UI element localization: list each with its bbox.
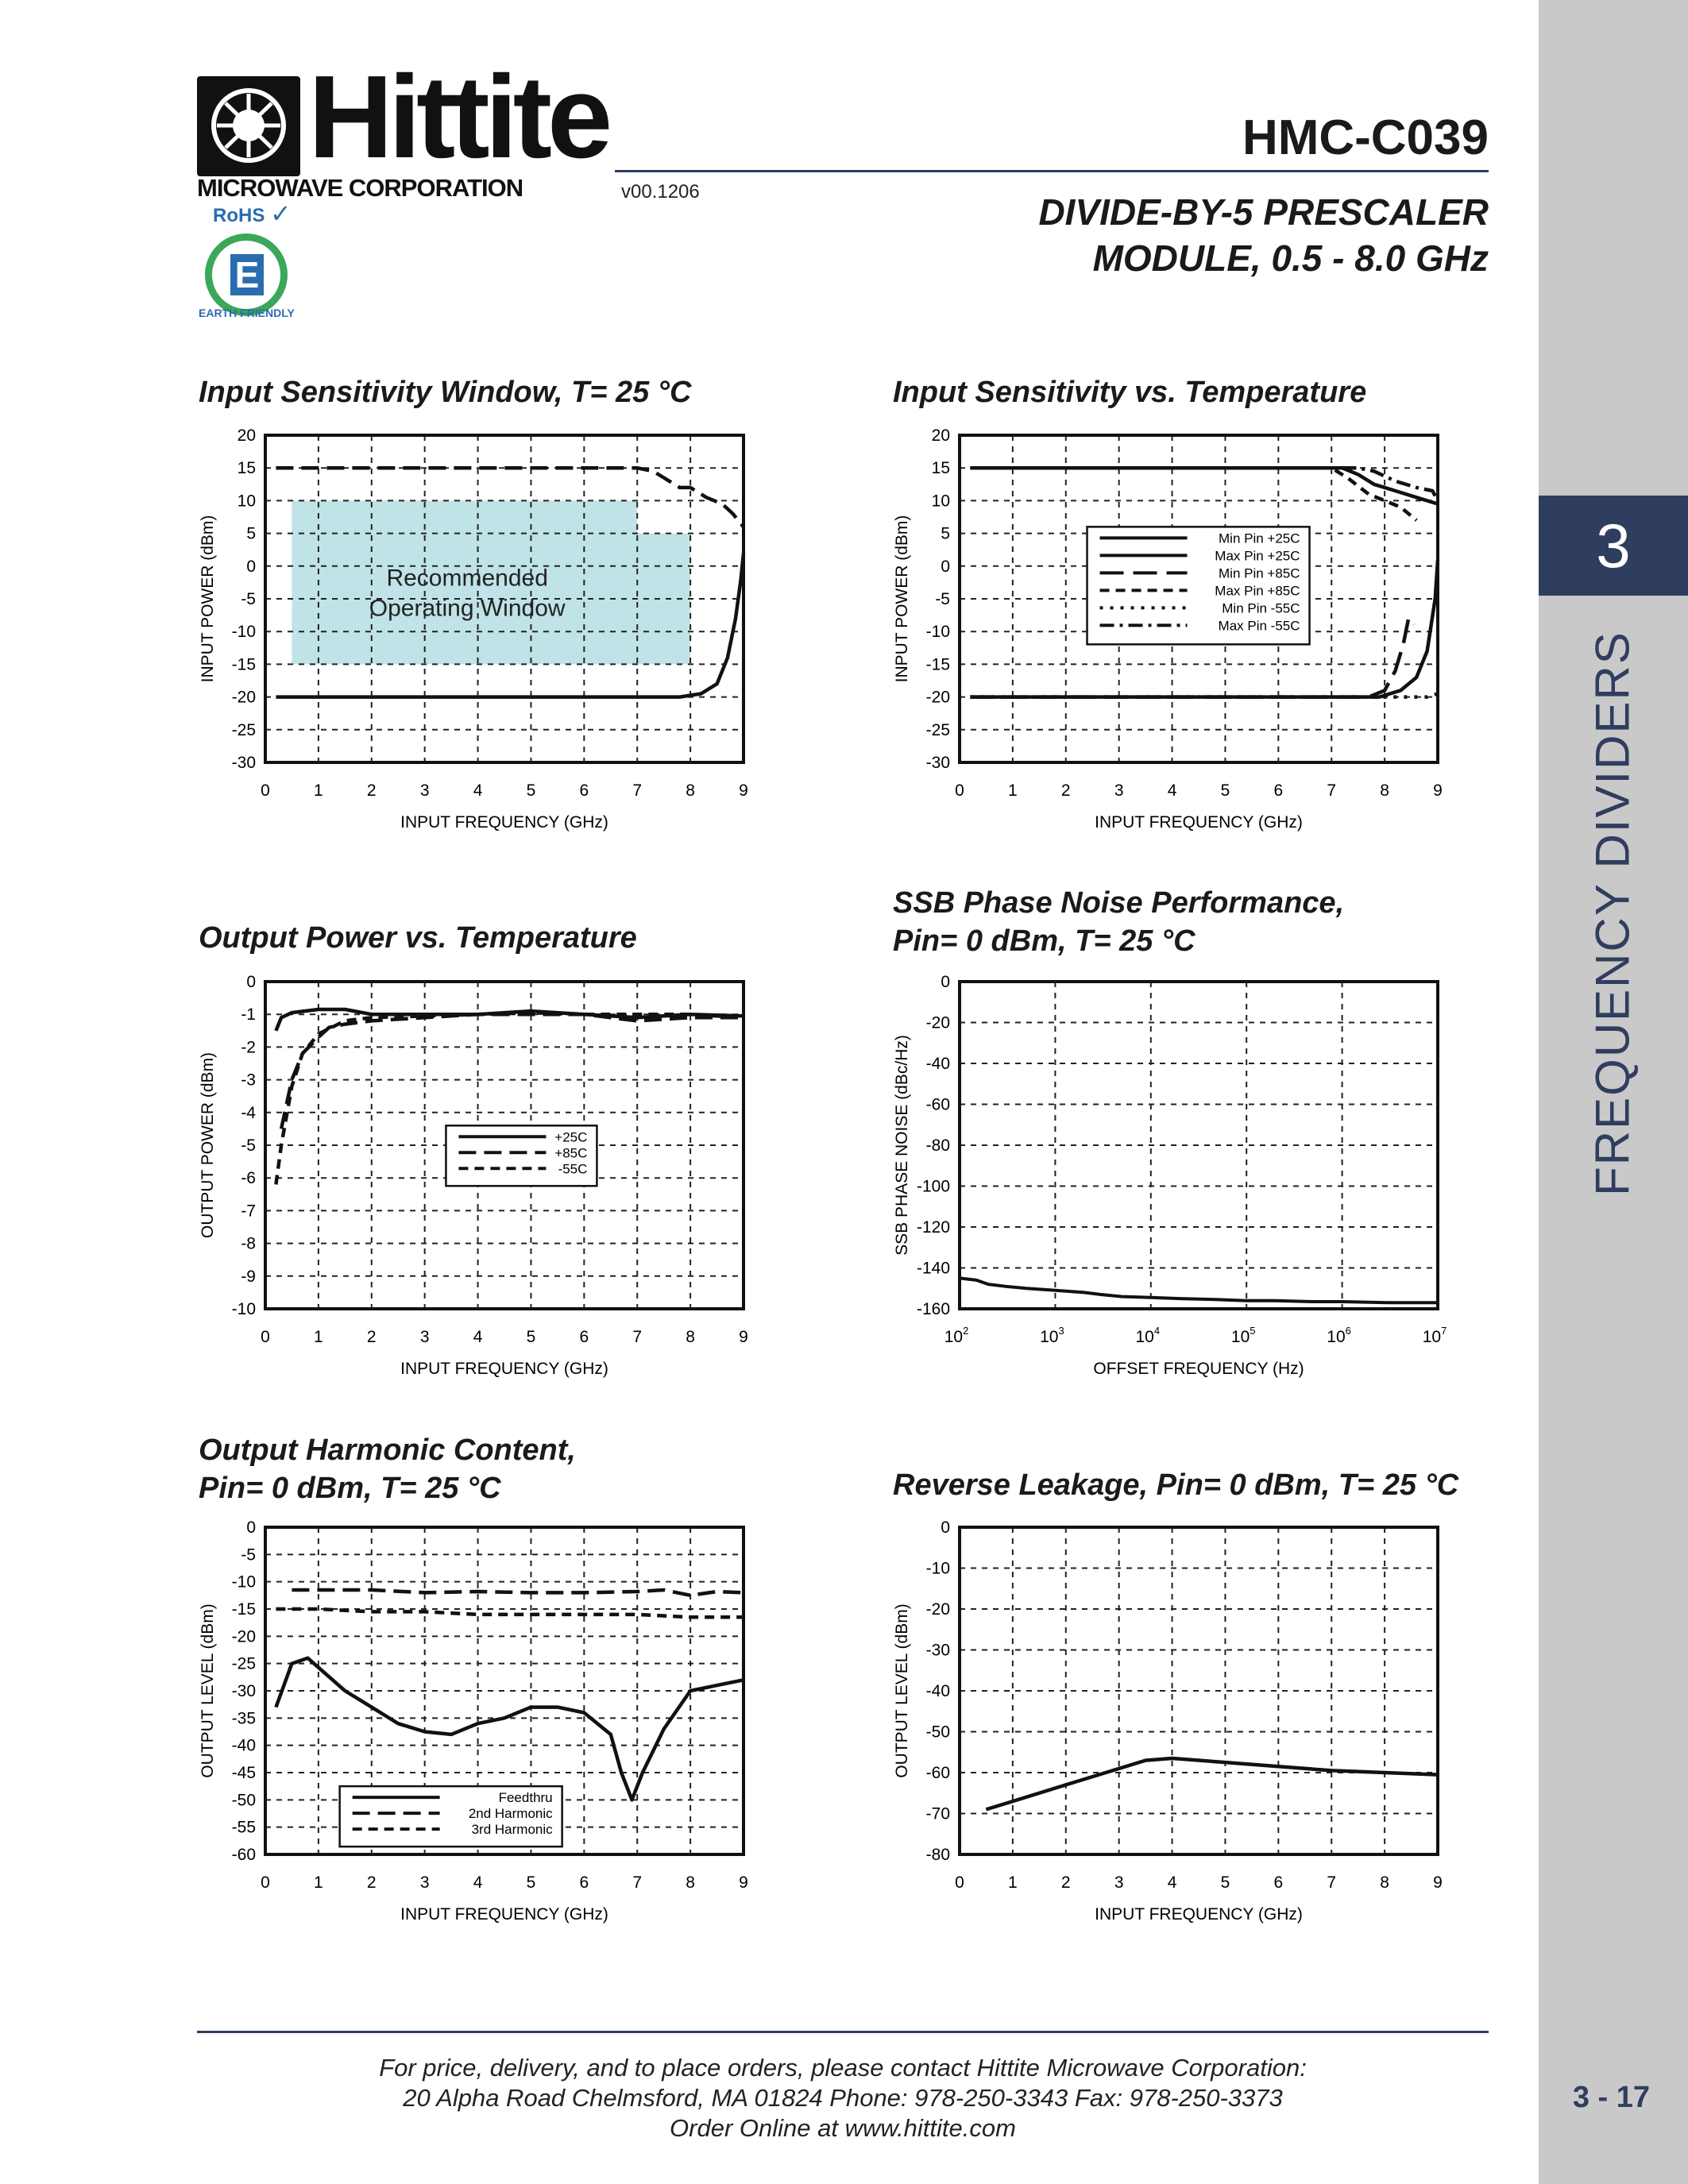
y-tick-label: -5 (241, 1545, 256, 1565)
x-tick-label: 4 (1167, 1873, 1177, 1892)
series-line-2 (970, 468, 1438, 504)
chart-reverse-leakage (885, 1513, 1457, 1926)
y-tick-label: -20 (925, 1600, 950, 1619)
x-tick-label: 4 (473, 781, 483, 800)
legend-label: Max Pin +25C (1215, 548, 1300, 564)
x-tick-label: 9 (739, 781, 748, 800)
y-tick-label: -30 (231, 754, 256, 772)
chart-title-line: SSB Phase Noise Performance, (893, 886, 1345, 920)
rohs-label: RoHS (213, 205, 265, 226)
x-tick-label: 3 (419, 1873, 430, 1892)
x-tick-label: 1 (314, 1873, 323, 1892)
y-tick-label: 0 (941, 973, 950, 991)
y-tick-label: 0 (246, 973, 256, 991)
footer-contact-line: For price, delivery, and to place orders, please contact Hittite Microwave Corporation: (379, 2054, 1307, 2082)
x-tick-label: $10^2$ (944, 1325, 969, 1346)
y-tick-label: -25 (925, 720, 950, 739)
legend-label: 3rd Harmonic (471, 1822, 553, 1838)
chart-title-line: Input Sensitivity vs. Temperature (893, 376, 1367, 409)
x-axis-label: INPUT FREQUENCY (GHz) (400, 813, 608, 832)
x-tick-exponent: 5 (1250, 1325, 1256, 1337)
x-tick-exponent: 2 (963, 1325, 969, 1337)
x-tick-label: 1 (1008, 1873, 1018, 1892)
chart-title-line: Input Sensitivity Window, T= 25 °C (199, 376, 692, 409)
x-tick-label: 6 (1273, 781, 1284, 800)
rohs-badge (194, 199, 313, 324)
y-tick-label: -5 (241, 1136, 256, 1155)
legend-label: -55C (558, 1161, 588, 1177)
rohs-footer-label: EARTH FRIENDLY (199, 307, 295, 319)
y-tick-label: -5 (935, 590, 950, 608)
y-axis-label: OUTPUT POWER (dBm) (199, 1051, 217, 1239)
chart-title-input-sensitivity-window (199, 373, 691, 411)
logo-emblem-icon (197, 76, 300, 176)
x-tick-label: 7 (632, 1328, 643, 1346)
x-tick-label: 3 (419, 781, 430, 800)
x-tick-label: 6 (1273, 1873, 1284, 1892)
x-tick-label: 0 (261, 1873, 270, 1892)
chart-title-line: Pin= 0 dBm, T= 25 °C (199, 1472, 501, 1505)
x-tick-label: 0 (261, 781, 270, 800)
company-logo (197, 52, 608, 202)
x-tick-exponent: 4 (1153, 1325, 1161, 1337)
legend-label: +25C (554, 1129, 588, 1145)
x-tick-label: 8 (1380, 1873, 1389, 1892)
legend-label: Min Pin -55C (1222, 600, 1300, 616)
y-tick-label: -10 (925, 1559, 950, 1578)
legend-label: Feedthru (498, 1790, 553, 1806)
y-tick-label: 0 (941, 557, 950, 576)
y-tick-label: -1 (241, 1005, 256, 1024)
y-tick-label: -5 (241, 590, 256, 608)
y-tick-label: -8 (241, 1234, 256, 1253)
y-axis-label: OUTPUT LEVEL (dBm) (893, 1603, 911, 1778)
legend-label: Max Pin +85C (1215, 583, 1300, 599)
x-tick-label: 9 (739, 1328, 748, 1346)
x-tick-label: 7 (632, 1873, 643, 1892)
y-tick-label: -30 (925, 754, 950, 772)
x-tick-label: $10^4$ (1135, 1325, 1161, 1346)
part-number: HMC-C039 (1242, 110, 1489, 165)
chart-input-sensitivity-temperature (885, 421, 1457, 834)
chart-title-phase-noise (893, 884, 1344, 960)
chart-input-sensitivity-window (191, 421, 763, 834)
y-tick-label: -80 (925, 1136, 950, 1155)
y-tick-label: -15 (925, 655, 950, 674)
y-tick-label: 5 (246, 524, 256, 543)
series-line-3 (276, 1609, 744, 1617)
x-tick-label: 0 (261, 1328, 270, 1346)
x-tick-label: $10^5$ (1230, 1325, 1256, 1346)
x-tick-label: 4 (473, 1873, 483, 1892)
x-tick-label: 6 (579, 781, 589, 800)
y-tick-label: -10 (925, 623, 950, 642)
series-line-6 (970, 468, 1438, 500)
y-tick-label: -40 (925, 1682, 950, 1700)
x-tick-label: 5 (526, 1328, 536, 1346)
series-line-1 (960, 1278, 1438, 1302)
y-tick-label: -15 (231, 1600, 256, 1619)
x-tick-label: 6 (579, 1328, 589, 1346)
x-tick-label: 0 (955, 1873, 964, 1892)
y-tick-label: -9 (241, 1267, 256, 1286)
x-tick-label: 0 (955, 781, 964, 800)
logo-wordmark: Hittite (308, 52, 608, 183)
legend-label: Min Pin +25C (1219, 531, 1300, 546)
series-line-2 (281, 1014, 744, 1129)
x-tick-label: 8 (686, 1328, 695, 1346)
x-tick-label: 1 (314, 1328, 323, 1346)
y-tick-label: 15 (931, 459, 950, 478)
x-tick-label: 9 (1433, 781, 1443, 800)
footer-order-line[interactable]: Order Online at www.hittite.com (670, 2114, 1016, 2142)
y-axis-label: INPUT POWER (dBm) (893, 515, 911, 683)
x-tick-exponent: 6 (1345, 1325, 1351, 1337)
y-tick-label: -20 (231, 688, 256, 707)
x-axis-label: INPUT FREQUENCY (GHz) (400, 1360, 608, 1378)
section-label: FREQUENCY DIVIDERS (1586, 631, 1640, 1196)
y-tick-label: -10 (231, 1300, 256, 1318)
y-tick-label: 0 (246, 557, 256, 576)
x-tick-label: 8 (686, 1873, 695, 1892)
legend-label: Min Pin +85C (1219, 565, 1300, 581)
y-tick-label: 0 (941, 1518, 950, 1537)
y-axis-label: SSB PHASE NOISE (dBc/Hz) (893, 1035, 911, 1256)
y-tick-label: 10 (931, 492, 950, 511)
x-tick-label: 8 (1380, 781, 1389, 800)
x-tick-label: 5 (1220, 1873, 1230, 1892)
x-tick-label: 7 (1327, 1873, 1337, 1892)
y-tick-label: -20 (231, 1627, 256, 1646)
footer-divider (197, 2031, 1489, 2033)
x-tick-label: 5 (526, 781, 536, 800)
y-tick-label: -3 (241, 1071, 256, 1090)
y-tick-label: -20 (925, 688, 950, 707)
y-tick-label: 15 (237, 459, 256, 478)
x-tick-label: 3 (1114, 781, 1124, 800)
x-tick-label: 2 (366, 1328, 377, 1346)
chart-title-line: Output Power vs. Temperature (199, 921, 637, 955)
x-axis-label: INPUT FREQUENCY (GHz) (400, 1905, 608, 1924)
x-tick-label: 2 (1060, 781, 1071, 800)
series-line-1 (986, 1758, 1438, 1809)
logo-subtitle: MICROWAVE CORPORATION (197, 174, 523, 202)
x-tick-exponent: 7 (1441, 1325, 1447, 1337)
chart-title-reverse-leakage (893, 1466, 1458, 1504)
y-tick-label: -70 (925, 1804, 950, 1823)
header-divider (615, 170, 1489, 172)
x-tick-label: 9 (739, 1873, 748, 1892)
x-tick-exponent: 3 (1058, 1325, 1064, 1337)
y-tick-label: -60 (925, 1764, 950, 1782)
y-tick-label: -45 (231, 1764, 256, 1782)
chart-output-harmonic-content (191, 1513, 763, 1926)
chart-title-line: Pin= 0 dBm, T= 25 °C (893, 924, 1196, 958)
annotation-text: Operating Window (369, 595, 566, 622)
y-tick-label: -140 (916, 1259, 950, 1278)
x-tick-label: 7 (1327, 781, 1337, 800)
y-tick-label: 20 (931, 426, 950, 445)
y-tick-label: 0 (246, 1518, 256, 1537)
series-line-4 (970, 468, 1416, 520)
y-axis-label: INPUT POWER (dBm) (199, 515, 217, 683)
y-tick-label: -30 (925, 1641, 950, 1660)
page-number: 3 - 17 (1572, 2081, 1650, 2114)
y-tick-label: -7 (241, 1202, 256, 1221)
x-tick-label: $10^6$ (1327, 1325, 1351, 1346)
chart-title-output-power (199, 919, 637, 957)
x-tick-label: 1 (1008, 781, 1018, 800)
section-number-tab[interactable]: 3 (1539, 496, 1688, 596)
chart-ssb-phase-noise (885, 967, 1457, 1380)
y-tick-label: -10 (231, 623, 256, 642)
x-tick-label: 9 (1433, 1873, 1443, 1892)
product-title (774, 189, 1489, 281)
y-tick-label: -120 (916, 1218, 950, 1237)
x-tick-label: 2 (1060, 1873, 1071, 1892)
legend-label: Max Pin -55C (1218, 618, 1300, 634)
product-title-line1: DIVIDE-BY-5 PRESCALER (1038, 191, 1489, 233)
y-tick-label: -15 (231, 655, 256, 674)
y-tick-label: -25 (231, 720, 256, 739)
y-tick-label: -160 (916, 1300, 950, 1318)
y-tick-label: -20 (925, 1013, 950, 1032)
x-tick-label: 3 (1114, 1873, 1124, 1892)
y-tick-label: 5 (941, 524, 950, 543)
y-tick-label: -25 (231, 1654, 256, 1673)
x-tick-label: 2 (366, 1873, 377, 1892)
y-tick-label: -6 (241, 1169, 256, 1188)
version-label: v00.1206 (621, 181, 700, 203)
y-tick-label: -40 (925, 1055, 950, 1073)
y-tick-label: 20 (237, 426, 256, 445)
x-tick-label: 2 (366, 781, 377, 800)
y-tick-label: -30 (231, 1682, 256, 1700)
y-tick-label: -40 (231, 1736, 256, 1755)
y-tick-label: -55 (231, 1818, 256, 1837)
x-axis-label: OFFSET FREQUENCY (Hz) (1093, 1360, 1304, 1378)
chart-title-line: Output Harmonic Content, (199, 1433, 576, 1467)
footer-address-line: 20 Alpha Road Chelmsford, MA 01824 Phone: 978-250-3343 Fax: 978-250-3373 (403, 2084, 1283, 2112)
earth-friendly-e-icon: E (230, 254, 264, 295)
x-tick-label: $10^3$ (1040, 1325, 1064, 1346)
x-tick-label: 5 (526, 1873, 536, 1892)
legend-label: +85C (554, 1145, 588, 1161)
y-tick-label: -4 (241, 1103, 256, 1122)
annotation-text: Recommended (386, 565, 548, 592)
y-tick-label: -60 (925, 1095, 950, 1114)
x-axis-label: INPUT FREQUENCY (GHz) (1095, 813, 1303, 832)
y-tick-label: -35 (231, 1709, 256, 1728)
x-tick-label: 8 (686, 781, 695, 800)
y-tick-label: -100 (916, 1177, 950, 1196)
x-axis-label: INPUT FREQUENCY (GHz) (1095, 1905, 1303, 1924)
y-tick-label: -50 (925, 1723, 950, 1742)
y-tick-label: -10 (231, 1572, 256, 1592)
y-tick-label: -60 (231, 1846, 256, 1864)
x-tick-label: 5 (1220, 781, 1230, 800)
y-tick-label: -2 (241, 1038, 256, 1057)
x-tick-label: 4 (473, 1328, 483, 1346)
chart-title-input-sensitivity-temperature (893, 373, 1366, 411)
chart-title-harmonic-content (199, 1431, 576, 1507)
y-tick-label: -80 (925, 1846, 950, 1864)
legend-label: 2nd Harmonic (468, 1806, 553, 1822)
x-tick-label: 1 (314, 781, 323, 800)
y-tick-label: 10 (237, 492, 256, 511)
product-title-line2: MODULE, 0.5 - 8.0 GHz (1092, 237, 1489, 279)
y-tick-label: -50 (231, 1791, 256, 1810)
series-line-1 (276, 1658, 744, 1800)
x-tick-label: 6 (579, 1873, 589, 1892)
x-tick-label: 4 (1167, 781, 1177, 800)
chart-title-line: Reverse Leakage, Pin= 0 dBm, T= 25 °C (893, 1468, 1459, 1502)
x-tick-label: 3 (419, 1328, 430, 1346)
x-tick-label: 7 (632, 781, 643, 800)
x-tick-label: $10^7$ (1422, 1325, 1447, 1346)
series-line-2 (292, 1590, 744, 1596)
checkmark-icon: ✓ (270, 199, 292, 228)
chart-output-power-temperature (191, 967, 763, 1380)
y-axis-label: OUTPUT LEVEL (dBm) (199, 1603, 217, 1778)
